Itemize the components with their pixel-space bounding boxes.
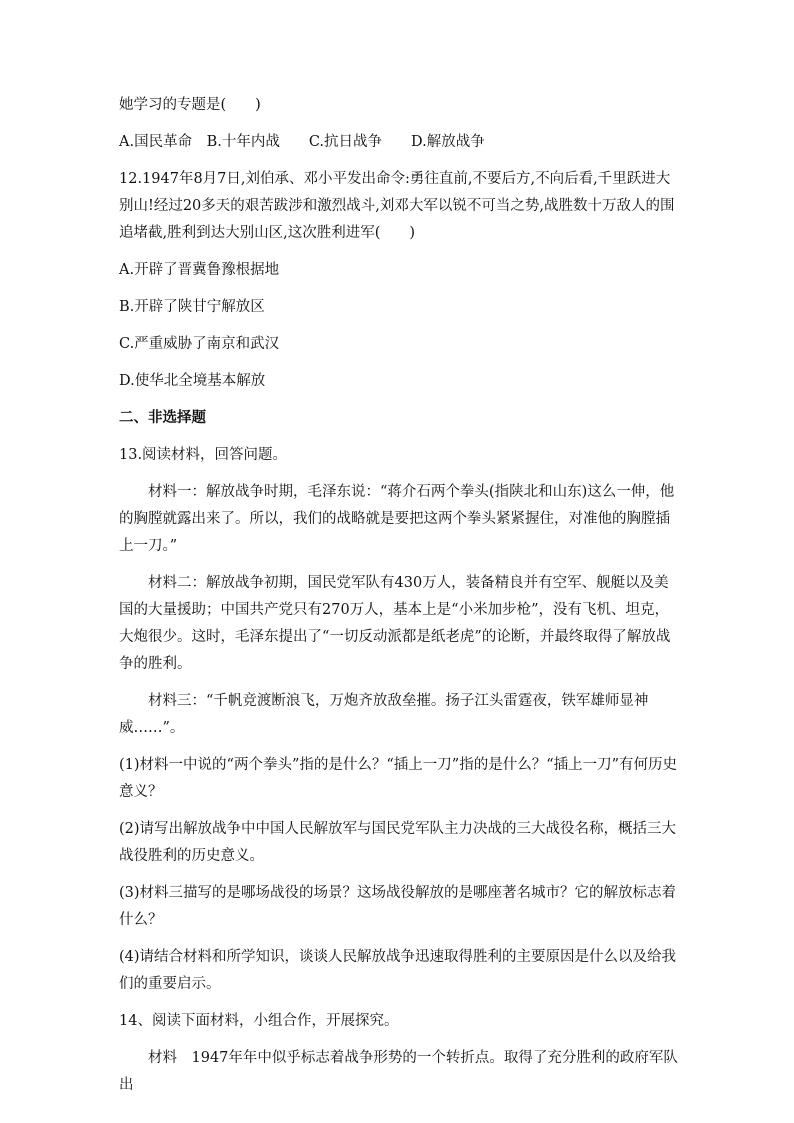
q13-subquestion-2: (2)请写出解放战争中中国人民解放军与国民党军队主力决战的三大战役名称，概括三大战役胜利的历史意义。: [119, 821, 677, 864]
q13-material-1: 材料一：解放战争时期，毛泽东说：“蒋介石两个拳头(指陕北和山东)这么一伸，他的胸膛就露出来了。所以，我们的战略就是要把这两个拳头紧紧握住，对准他的胸膛插上一刀。”: [119, 484, 675, 554]
q14-stem: 14、阅读下面材料，小组合作，开展探究。: [119, 1013, 399, 1029]
q12-option-d: D.使华北全境基本解放: [119, 373, 266, 389]
q13-subquestion-3: (3)材料三描写的是哪场战役的场景？这场战役解放的是哪座著名城市？它的解放标志着什么？: [119, 885, 677, 928]
q11-options: A.国民革命 B.十年内战 C.抗日战争 D.解放战争: [119, 134, 485, 150]
q12-stem: 12.1947年8月7日,刘伯承、邓小平发出命令:勇往直前,不要后方,不向后看,千里跃进大别山!经过20多天的艰苦跋涉和激烈战斗,刘邓大军以锐不可当之势,战胜数十万敌人的围追堵截,胜利到达大别山区,这次胜利进军( ): [119, 171, 675, 241]
q12-option-c: C.严重威胁了南京和武汉: [119, 336, 280, 352]
section-heading-non-choice: 二、非选择题: [119, 410, 206, 426]
document-page: [119, 92, 679, 1109]
q13-subquestion-1: (1)材料一中说的“两个拳头”指的是什么？“插上一刀”指的是什么？“插上一刀”有何历史意义？: [119, 757, 678, 800]
q11-stem-tail: 她学习的专题是( ): [119, 97, 261, 113]
q13-material-3: 材料三：“千帆竞渡断浪飞，万炮齐放敌垒摧。扬子江头雷霆夜，铁军雄师显神威……”。: [119, 693, 649, 736]
q13-stem: 13.阅读材料，回答问题。: [119, 447, 288, 463]
q13-material-2: 材料二：解放战争初期，国民党军队有430万人，装备精良并有空军、舰艇以及美国的大量援助；中国共产党只有270万人，基本上是“小米加步枪”，没有飞机、坦克，大炮很少。这时，毛泽东提出了“一切反动派都是纸老虎”的论断，并最终取得了解放战争的胜利。: [119, 575, 671, 672]
q13-subquestion-4: (4)请结合材料和所学知识，谈谈人民解放战争迅速取得胜利的主要原因是什么以及给我们的重要启示。: [119, 949, 677, 992]
q12-option-b: B.开辟了陕甘宁解放区: [119, 299, 265, 315]
q14-material: 材料 1947年年中似乎标志着战争形势的一个转折点。取得了充分胜利的政府军队出: [119, 1050, 678, 1093]
q12-option-a: A.开辟了晋冀鲁豫根据地: [119, 262, 280, 278]
